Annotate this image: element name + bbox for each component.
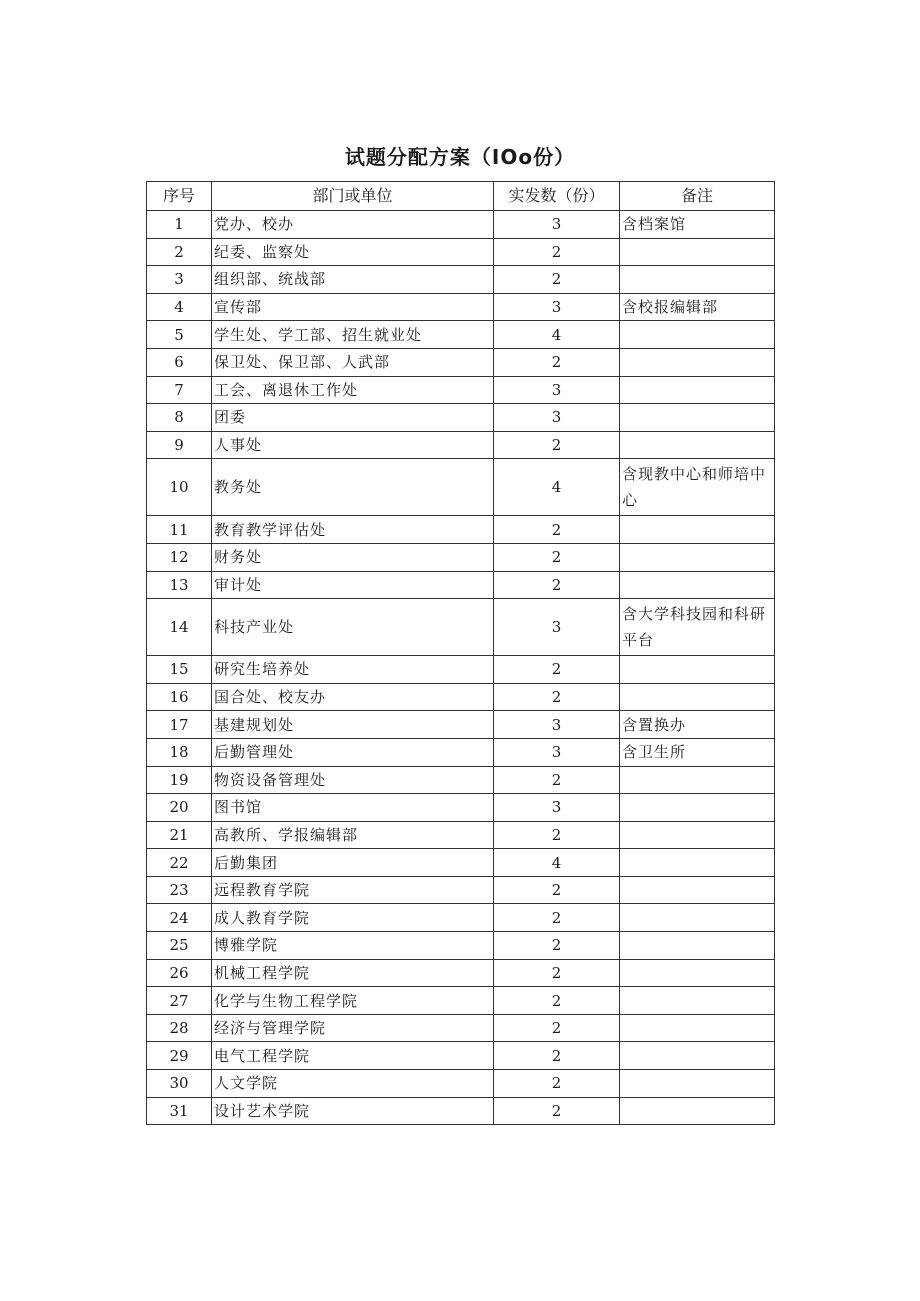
row-count-cell: 2 [494,821,620,849]
table-row [147,932,775,960]
table-row [147,543,775,571]
row-dept-cell: 设计艺术学院 [212,1097,494,1125]
row-seq-cell: 27 [147,987,212,1015]
row-count-cell: 2 [494,683,620,711]
row-note-cell [620,821,775,849]
table-body [147,211,775,1125]
row-note-cell: 含卫生所 [620,738,775,766]
table-row [147,1014,775,1042]
table-row [147,959,775,987]
row-count-cell: 3 [494,599,620,656]
row-count-cell: 3 [494,711,620,739]
row-seq-cell: 31 [147,1097,212,1125]
table-row [147,1070,775,1098]
row-seq-cell: 29 [147,1042,212,1070]
row-dept-cell: 团委 [212,404,494,432]
row-note-cell [620,656,775,684]
row-dept-cell: 博雅学院 [212,932,494,960]
row-note-cell [620,1097,775,1125]
table-row [147,683,775,711]
row-seq-cell: 23 [147,876,212,904]
row-count-cell: 2 [494,266,620,294]
row-seq-cell: 2 [147,238,212,266]
table-row [147,821,775,849]
row-dept-cell: 组织部、统战部 [212,266,494,294]
row-seq-cell: 7 [147,376,212,404]
row-dept-cell: 审计处 [212,571,494,599]
row-dept-cell: 宣传部 [212,293,494,321]
row-dept-cell: 人事处 [212,431,494,459]
row-dept-cell: 研究生培养处 [212,656,494,684]
row-dept-cell: 经济与管理学院 [212,1014,494,1042]
row-seq-cell: 26 [147,959,212,987]
table-row [147,599,775,656]
row-note-cell [620,904,775,932]
row-dept-cell: 纪委、监察处 [212,238,494,266]
row-note-cell [620,959,775,987]
row-seq-cell: 16 [147,683,212,711]
row-seq-cell: 3 [147,266,212,294]
table-row [147,238,775,266]
row-note-cell [620,1042,775,1070]
row-note-cell [620,404,775,432]
row-dept-cell: 财务处 [212,543,494,571]
table-header-row [147,182,775,211]
row-note-cell [620,683,775,711]
document-title: 试题分配方案（IOo份） [344,145,576,169]
row-dept-cell: 教务处 [212,459,494,516]
row-seq-cell: 18 [147,738,212,766]
row-dept-cell: 保卫处、保卫部、人武部 [212,348,494,376]
row-seq-cell: 13 [147,571,212,599]
table-row [147,794,775,822]
table-row [147,571,775,599]
row-count-cell: 3 [494,794,620,822]
table-row [147,849,775,877]
table-row [147,656,775,684]
row-dept-cell: 机械工程学院 [212,959,494,987]
row-dept-cell: 人文学院 [212,1070,494,1098]
header-dept: 部门或单位 [212,182,494,211]
row-dept-cell: 工会、离退休工作处 [212,376,494,404]
table-row [147,1042,775,1070]
table-row [147,766,775,794]
row-seq-cell: 9 [147,431,212,459]
row-count-cell: 2 [494,959,620,987]
table-row [147,459,775,516]
row-note-cell [620,849,775,877]
row-note-cell [620,571,775,599]
header-seq: 序号 [147,182,212,211]
row-seq-cell: 6 [147,348,212,376]
row-dept-cell: 图书馆 [212,794,494,822]
row-note-cell [620,266,775,294]
table-row [147,376,775,404]
row-count-cell: 4 [494,849,620,877]
header-note: 备注 [620,182,775,211]
row-seq-cell: 28 [147,1014,212,1042]
row-seq-cell: 25 [147,932,212,960]
row-note-cell: 含现教中心和师培中心 [620,459,775,516]
table-row [147,348,775,376]
row-count-cell: 3 [494,293,620,321]
table-row [147,431,775,459]
row-note-cell [620,766,775,794]
row-dept-cell: 国合处、校友办 [212,683,494,711]
row-note-cell: 含档案馆 [620,211,775,239]
row-count-cell: 2 [494,1014,620,1042]
row-count-cell: 3 [494,404,620,432]
header-count: 实发数（份） [494,182,620,211]
row-dept-cell: 高教所、学报编辑部 [212,821,494,849]
row-dept-cell: 科技产业处 [212,599,494,656]
table-row [147,404,775,432]
row-note-cell [620,321,775,349]
row-count-cell: 3 [494,376,620,404]
row-dept-cell: 基建规划处 [212,711,494,739]
row-note-cell: 含置换办 [620,711,775,739]
row-count-cell: 2 [494,904,620,932]
row-seq-cell: 24 [147,904,212,932]
row-count-cell: 2 [494,656,620,684]
row-seq-cell: 30 [147,1070,212,1098]
row-count-cell: 3 [494,211,620,239]
row-note-cell [620,238,775,266]
row-seq-cell: 1 [147,211,212,239]
row-note-cell [620,987,775,1015]
row-dept-cell: 物资设备管理处 [212,766,494,794]
row-seq-cell: 17 [147,711,212,739]
row-seq-cell: 14 [147,599,212,656]
row-note-cell: 含校报编辑部 [620,293,775,321]
row-dept-cell: 后勤管理处 [212,738,494,766]
row-dept-cell: 电气工程学院 [212,1042,494,1070]
row-count-cell: 2 [494,431,620,459]
row-note-cell [620,1014,775,1042]
row-dept-cell: 党办、校办 [212,211,494,239]
row-note-cell [620,794,775,822]
row-note-cell [620,876,775,904]
row-count-cell: 2 [494,1070,620,1098]
row-dept-cell: 后勤集团 [212,849,494,877]
row-note-cell [620,516,775,544]
table-row [147,904,775,932]
row-count-cell: 2 [494,932,620,960]
row-note-cell [620,348,775,376]
row-count-cell: 2 [494,1042,620,1070]
table-row [147,711,775,739]
row-note-cell [620,932,775,960]
table-row [147,516,775,544]
row-count-cell: 2 [494,238,620,266]
table-row [147,1097,775,1125]
row-count-cell: 2 [494,876,620,904]
table-row [147,293,775,321]
row-dept-cell: 学生处、学工部、招生就业处 [212,321,494,349]
row-seq-cell: 5 [147,321,212,349]
row-count-cell: 2 [494,348,620,376]
row-note-cell [620,376,775,404]
row-seq-cell: 22 [147,849,212,877]
table-row [147,266,775,294]
table-row [147,876,775,904]
row-seq-cell: 19 [147,766,212,794]
row-seq-cell: 8 [147,404,212,432]
table-row [147,738,775,766]
table-row [147,211,775,239]
row-count-cell: 2 [494,1097,620,1125]
row-note-cell: 含大学科技园和科研平台 [620,599,775,656]
row-count-cell: 4 [494,321,620,349]
row-count-cell: 2 [494,543,620,571]
row-dept-cell: 教育教学评估处 [212,516,494,544]
table-row [147,321,775,349]
row-seq-cell: 11 [147,516,212,544]
row-count-cell: 4 [494,459,620,516]
row-seq-cell: 4 [147,293,212,321]
row-seq-cell: 12 [147,543,212,571]
row-seq-cell: 10 [147,459,212,516]
row-count-cell: 2 [494,516,620,544]
row-count-cell: 3 [494,738,620,766]
row-seq-cell: 20 [147,794,212,822]
row-seq-cell: 21 [147,821,212,849]
allocation-table [146,181,775,1125]
row-note-cell [620,431,775,459]
row-dept-cell: 成人教育学院 [212,904,494,932]
table-row [147,987,775,1015]
row-count-cell: 2 [494,766,620,794]
row-dept-cell: 化学与生物工程学院 [212,987,494,1015]
row-note-cell [620,1070,775,1098]
row-count-cell: 2 [494,987,620,1015]
row-note-cell [620,543,775,571]
row-seq-cell: 15 [147,656,212,684]
row-count-cell: 2 [494,571,620,599]
row-dept-cell: 远程教育学院 [212,876,494,904]
